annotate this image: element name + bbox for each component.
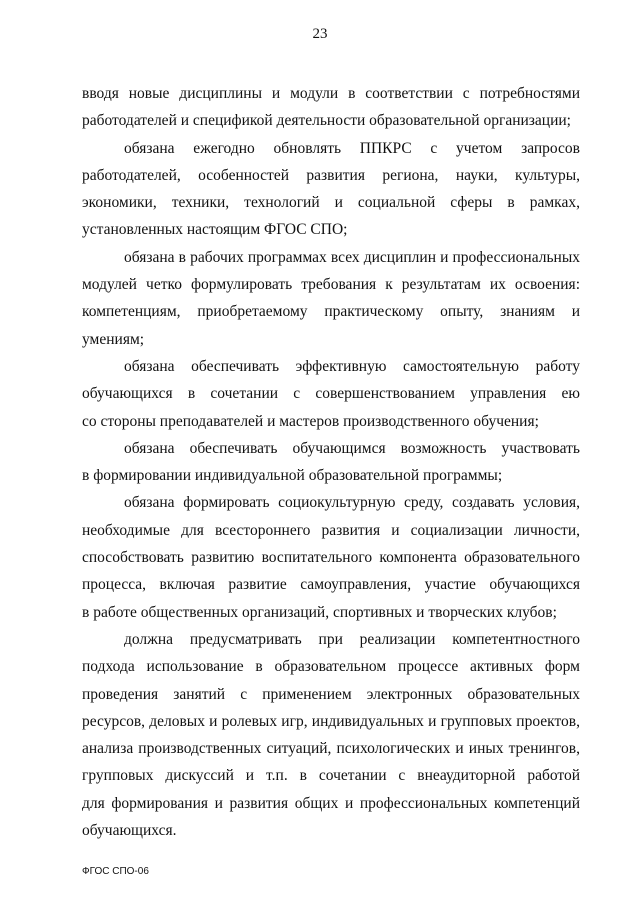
text-line: умениям; (82, 330, 145, 348)
text-line: ресурсов, деловых и ролевых игр, индивидуальных и групповых проектов, (82, 712, 580, 730)
text-line: групповых дискуссий и т.п. в сочетании с внеаудиторной работой (82, 767, 580, 785)
text-line: в работе общественных организаций, спортивных и творческих клубов; (82, 603, 557, 621)
paragraph (82, 489, 580, 625)
text-line: обязана обеспечивать эффективную самостоятельную работу (124, 357, 580, 375)
paragraph (82, 80, 580, 135)
text-line: для формирования и развития общих и профессиональных компетенций (82, 794, 580, 812)
text-line: обязана формировать социокультурную среду, создавать условия, (124, 494, 580, 512)
text-line: обязана обеспечивать обучающимся возможность участвовать (124, 439, 580, 457)
text-line: способствовать развитию воспитательного компонента образовательного (82, 549, 580, 567)
text-line: экономики, техники, технологий и социальной сферы в рамках, (82, 194, 580, 212)
text-line: компетенциям, приобретаемому практическому опыту, знаниям и (82, 303, 580, 321)
text-line: обязана ежегодно обновлять ППКРС с учетом запросов (124, 139, 580, 157)
text-line: необходимые для всестороннего развития и социализации личности, (82, 521, 580, 539)
text-line: вводя новые дисциплины и модули в соответствии с потребностями (82, 85, 580, 102)
text-line: должна предусматривать при реализации компетентностного (124, 630, 580, 648)
text-line: процесса, включая развитие самоуправления, участие обучающихся (82, 576, 580, 594)
text-line: установленных настоящим ФГОС СПО; (82, 221, 348, 239)
text-line: подхода использование в образовательном процессе активных форм (82, 658, 580, 676)
paragraph (82, 244, 580, 353)
text-line: обязана в рабочих программах всех дисциплин и профессиональных (124, 248, 580, 266)
text-line: со стороны преподавателей и мастеров производственного обучения; (82, 412, 539, 430)
text-line: модулей четко формулировать требования к результатам их освоения: (82, 276, 580, 294)
paragraph (82, 353, 580, 435)
text-line: анализа производственных ситуаций, психологических и иных тренингов, (82, 740, 580, 758)
text-line: проведения занятий с применением электронных образовательных (82, 685, 580, 703)
text-line: обучающихся. (82, 822, 177, 840)
document-body (82, 80, 580, 844)
text-line: работодателей, особенностей развития региона, науки, культуры, (82, 166, 580, 184)
text-line: в формировании индивидуальной образовательной программы; (82, 467, 503, 485)
text-line: обучающихся в сочетании с совершенствованием управления ею (82, 385, 580, 403)
page-footer: ФГОС СПО-06 (82, 866, 149, 877)
paragraph (82, 435, 580, 490)
paragraph (82, 626, 580, 844)
text-line: работодателей и спецификой деятельности образовательной организации; (82, 112, 571, 130)
paragraph (82, 135, 580, 244)
page-number: 23 (312, 26, 328, 42)
